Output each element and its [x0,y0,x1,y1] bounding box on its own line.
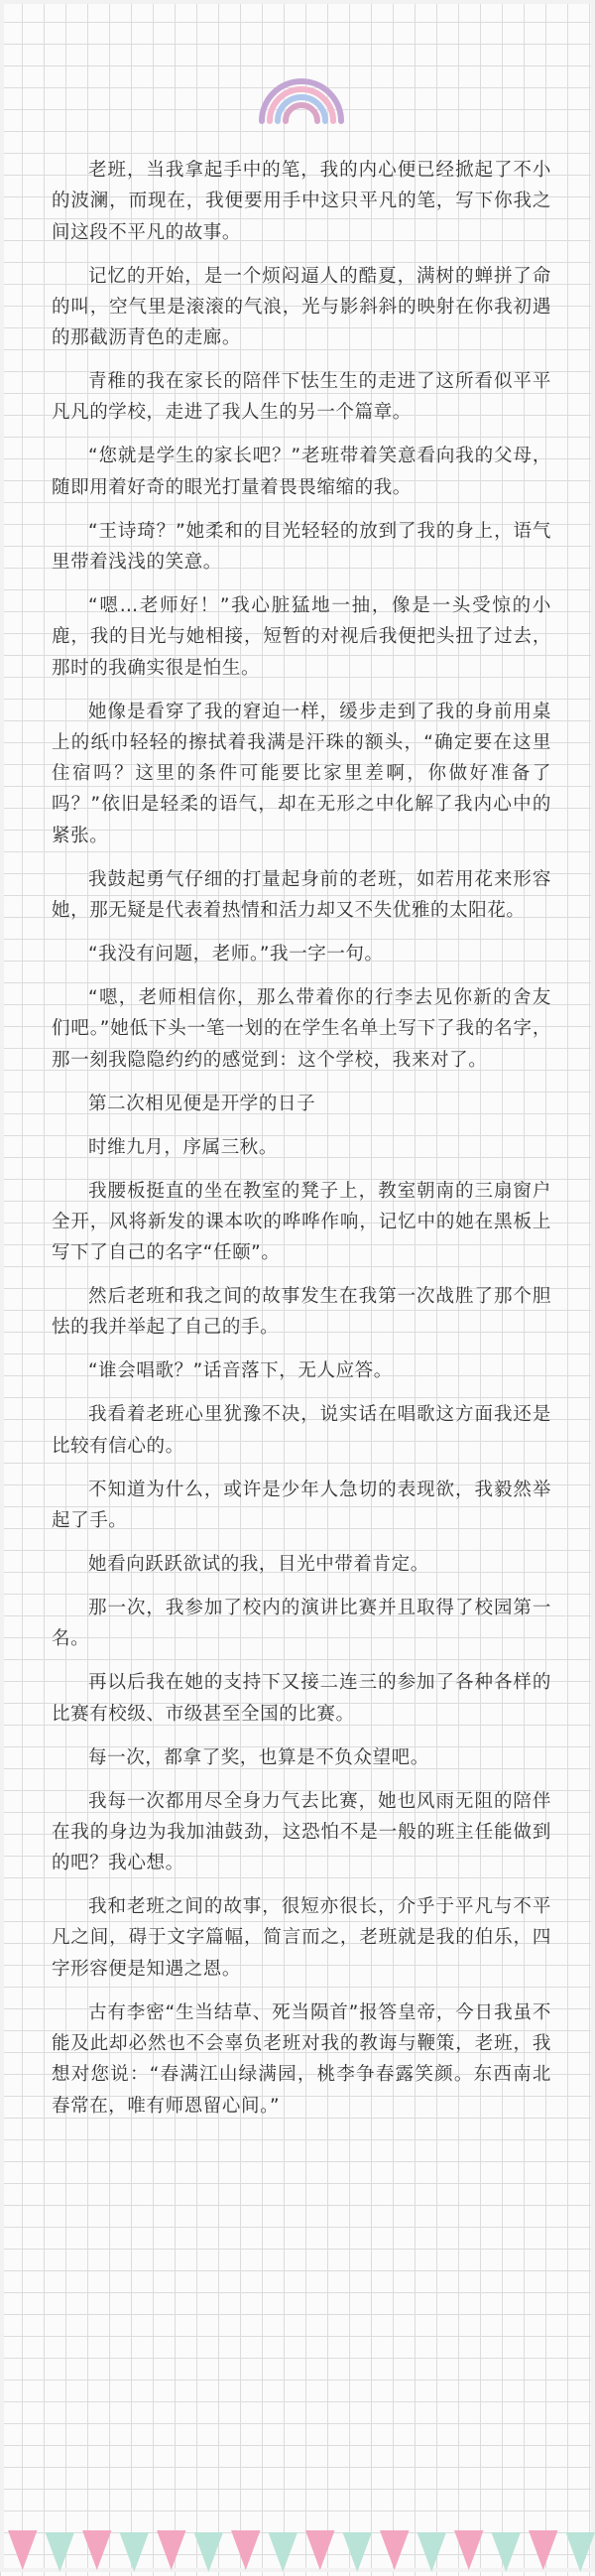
bunting-flag [380,2530,410,2570]
paragraph: “嗯，老师相信你，那么带着你的行李去见你新的舍友们吧。”她低下头一笔一划的在学生名单上写下了我的名字，那一刻我隐隐约约的感觉到：这个学校，我来对了。 [52,982,551,1076]
paragraph: 第二次相见便是开学的日子 [52,1089,551,1119]
paragraph: 青稚的我在家长的陪伴下怯生生的走进了这所看似平平凡凡的学校，走进了我人生的另一个篇章。 [52,366,551,429]
paragraph: 我看着老班心里犹豫不决，说实话在唱歌这方面我还是比较有信心的。 [52,1399,551,1462]
bunting-flag [46,2532,75,2572]
paragraph: 我鼓起勇气仔细的打量起身前的老班，如若用花来形容她，那无疑是代表着热情和活力却又不失优雅的太阳花。 [52,864,551,927]
rainbow-arc-inner [286,105,317,121]
paragraph: 我腰板挺直的坐在教室的凳子上，教室朝南的三扇窗户全开，风将新发的课本吹的哗哗作响，记忆中的她在黑板上写下了自己的名字“任颐”。 [52,1176,551,1269]
paragraph: “谁会唱歌？”话音落下，无人应答。 [52,1355,551,1386]
paragraph: 她看向跃跃欲试的我，目光中带着肯定。 [52,1549,551,1580]
paragraph: 老班，当我拿起手中的笔，我的内心便已经掀起了不小的波澜，而现在，我便要用手中这只平凡的笔，写下你我之间这段不平凡的故事。 [52,155,551,248]
bunting-flag [157,2530,186,2570]
paragraph: “嗯…老师好！”我心脏猛地一抽，像是一头受惊的小鹿，我的目光与她相接，短暂的对视后我便把头扭了过去，那时的我确实很是怕生。 [52,590,551,684]
bunting-flag [454,2530,484,2570]
bunting-flag [269,2532,298,2572]
paragraph: 每一次，都拿了奖，也算是不负众望吧。 [52,1742,551,1773]
rainbow-icon [252,65,351,125]
bunting-flag [8,2530,38,2570]
paragraph: “我没有问题，老师。”我一字一句。 [52,939,551,969]
bunting-flag [566,2532,595,2572]
paragraph: 不知道为什么，或许是少年人急切的表现欲，我毅然举起了手。 [52,1475,551,1537]
paragraph: 记忆的开始，是一个烦闷逼人的酷夏，满树的蝉拼了命的叫，空气里是滚滚的气浪，光与影斜斜的映射在你我初遇的那截沥青色的走廊。 [52,261,551,354]
bunting-flag [343,2532,373,2572]
article-body [52,155,551,2134]
paragraph: “王诗琦？”她柔和的目光轻轻的放到了我的身上，语气里带着浅浅的笑意。 [52,516,551,579]
paragraph: 然后老班和我之间的故事发生在我第一次战胜了那个胆怯的我并举起了自己的手。 [52,1281,551,1344]
paragraph: “您就是学生的家长吧？”老班带着笑意看向我的父母，随即用着好奇的眼光打量着畏畏缩缩的我。 [52,441,551,503]
bunting-flag [529,2530,558,2570]
bunting-flag [492,2532,522,2572]
paragraph: 她像是看穿了我的窘迫一样，缓步走到了我的身前用桌上的纸巾轻轻的擦拭着我满是汗珠的额头，“确定要在这里住宿吗？这里的条件可能要比家里差啊，你做好准备了吗？”依旧是轻柔的语气，却在无形之中化解了我内心中的紧张。 [52,697,551,851]
bunting-flag [82,2530,112,2570]
bunting-flags-icon [4,2524,595,2576]
bunting-flag [305,2530,335,2570]
paragraph: 再以后我在她的支持下又接二连三的参加了各种各样的比赛有校级、市级甚至全国的比赛。 [52,1667,551,1730]
paragraph: 我每一次都用尽全身力气去比赛，她也风雨无阻的陪伴在我的身边为我加油鼓劲，这恐怕不是一般的班主任能做到的吧？我心想。 [52,1786,551,1879]
bunting-flag [231,2530,261,2570]
paragraph: 时维九月，序属三秋。 [52,1132,551,1163]
bunting-flag [120,2532,150,2572]
paragraph: 我和老班之间的故事，很短亦很长，介乎于平凡与不平凡之间，碍于文字篇幅，简言而之，老班就是我的伯乐，四字形容便是知遇之恩。 [52,1891,551,1985]
bunting-flag [194,2532,224,2572]
paragraph: 古有李密“生当结草、死当陨首”报答皇帝，今日我虽不能及此却必然也不会辜负老班对我的教诲与鞭策，老班，我想对您说：“春满江山绿满园，桃李争春露笑颜。东西南北春常在，唯有师恩留心间。” [52,1997,551,2122]
paragraph: 那一次，我参加了校内的演讲比赛并且取得了校园第一名。 [52,1593,551,1655]
bunting-flag [417,2532,447,2572]
